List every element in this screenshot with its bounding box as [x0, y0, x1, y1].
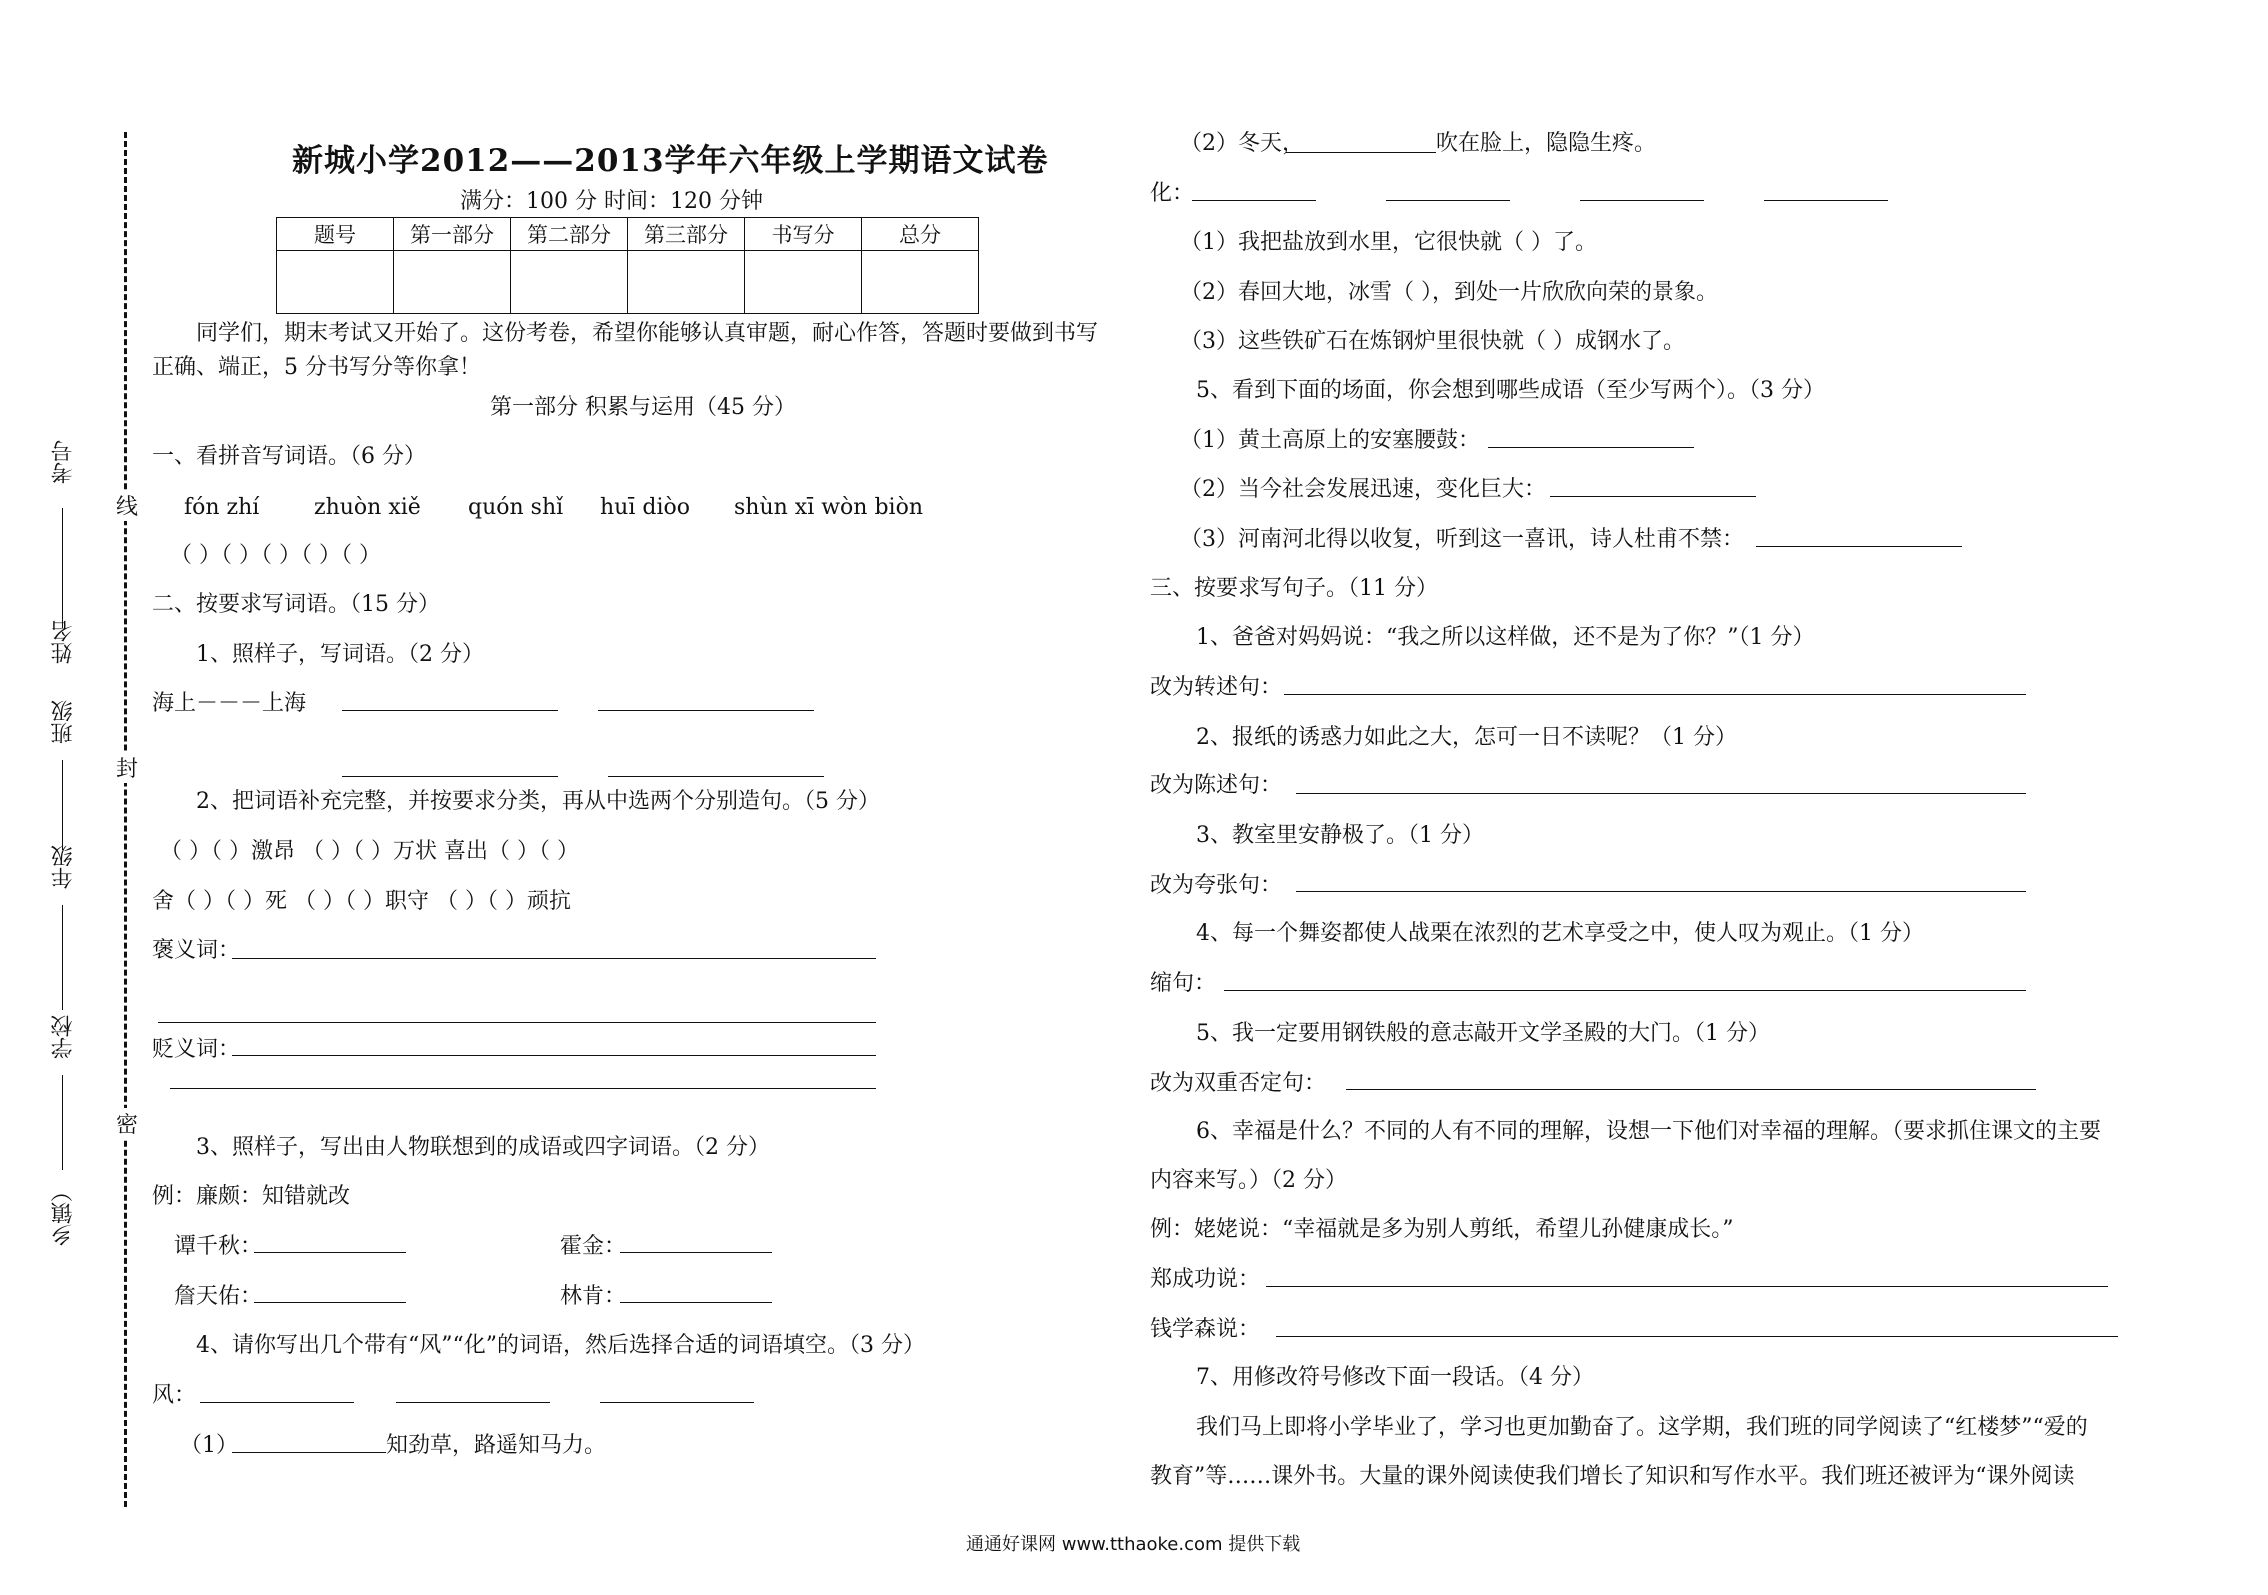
answer-line[interactable] [620, 1252, 772, 1253]
answer-line[interactable] [1488, 447, 1694, 448]
pinyin-answer-brackets[interactable]: （ ）（ ）（ ）（ ）（ ） [170, 543, 381, 568]
s1-heading: 1、爸爸对妈妈说：“我之所以这样做，还不是为了你？”（1 分） [1196, 625, 1815, 650]
answer-line[interactable] [1756, 546, 1962, 547]
derog-answer-line[interactable] [170, 1088, 876, 1089]
answer-line[interactable] [1224, 990, 2026, 991]
q5-heading: 5、看到下面的场面，你会想到哪些成语（至少写两个）。（3 分） [1196, 378, 1825, 403]
hua-label: 化： [1150, 181, 1195, 206]
grade-blank [62, 905, 63, 1010]
s5-heading: 5、我一定要用钢铁般的意志敲开文学圣殿的大门。（1 分） [1196, 1021, 1770, 1046]
q5-1: （1）黄土高原上的安塞腰鼓： [1180, 428, 1480, 453]
exam-number-label: 考号 [51, 440, 76, 484]
score-table [276, 217, 979, 314]
answer-line[interactable] [200, 1402, 354, 1403]
part1-title: 第一部分 积累与运用（45 分） [490, 395, 796, 420]
score-cell[interactable] [394, 251, 511, 314]
score-header: 第一部分 [394, 218, 511, 251]
exam-meta: 满分：100 分 时间：120 分钟 [460, 189, 763, 214]
intro-line-1: 同学们，期末考试又开始了。这份考卷，希望你能够认真审题，耐心作答，答题时要做到书写 [196, 321, 1099, 346]
fill-1-suffix: 知劲草，路遥知马力。 [386, 1433, 607, 1458]
derog-label: 贬义词： [152, 1037, 241, 1062]
praise-answer-line[interactable] [158, 1022, 876, 1023]
answer-line[interactable] [1550, 496, 1756, 497]
intro-line-2: 正确、端正，5 分书写分等你拿！ [152, 355, 481, 380]
score-header: 第三部分 [628, 218, 745, 251]
town-label: 乡镇） [51, 1180, 76, 1246]
s6-heading-line-2: 内容来写。）（2 分） [1150, 1168, 1347, 1193]
answer-line[interactable] [1286, 152, 1436, 153]
hua-3: （3）这些铁矿石在炼钢炉里很快就（ ）成钢水了。 [1180, 329, 1685, 354]
hua-1: （1）我把盐放到水里，它很快就（ ）了。 [1180, 230, 1597, 255]
s7-paragraph-line-2: 教育”等……课外书。大量的课外阅读使我们增长了知识和写作水平。我们班还被评为“课外阅读 [1150, 1464, 2075, 1489]
s7-heading: 7、用修改符号修改下面一段话。（4 分） [1196, 1365, 1594, 1390]
q3-heading: 三、按要求写句子。（11 分） [1150, 576, 1438, 601]
s1-label: 改为转述句： [1150, 675, 1283, 700]
answer-line[interactable] [608, 776, 824, 777]
score-cell[interactable] [745, 251, 862, 314]
s3-label: 改为夸张句： [1150, 873, 1283, 898]
q2-4-heading: 4、请你写出几个带有“风”“化”的词语，然后选择合适的词语填空。（3 分） [196, 1333, 925, 1358]
name-label: 姓名 [51, 620, 76, 664]
q2-1-heading: 1、照样子，写词语。（2 分） [196, 642, 484, 667]
person-zhan: 詹天佑： [174, 1284, 263, 1309]
answer-line[interactable] [254, 1302, 406, 1303]
score-cell[interactable] [862, 251, 979, 314]
answer-line[interactable] [342, 710, 558, 711]
fill-2-prefix: （2）冬天， [1180, 131, 1304, 156]
answer-line[interactable] [1580, 200, 1704, 201]
class-label: 班级 [51, 700, 76, 744]
q2-3-example: 例：廉颇：知错就改 [152, 1184, 351, 1209]
answer-line[interactable] [342, 776, 558, 777]
idiom-row-2[interactable]: 舍（ ）（ ）死 （ ）（ ）职守 （ ）（ ）顽抗 [152, 889, 571, 914]
person-lincoln: 林肯： [560, 1284, 627, 1309]
score-cell[interactable] [277, 251, 394, 314]
exam-number-blank [62, 508, 63, 628]
answer-line[interactable] [1266, 1286, 2108, 1287]
seal-char-secret: 密 [116, 1108, 138, 1139]
pinyin-3: quón shǐ [468, 495, 564, 520]
q2-heading: 二、按要求写词语。（15 分） [152, 592, 440, 617]
s6-qian-label: 钱学森说： [1150, 1317, 1261, 1342]
score-header: 总分 [862, 218, 979, 251]
pinyin-2: zhuòn xiě [314, 495, 421, 520]
answer-line[interactable] [620, 1302, 772, 1303]
praise-label: 褒义词： [152, 938, 241, 963]
seal-char-line: 线 [116, 490, 138, 521]
pinyin-1: fón zhí [184, 495, 260, 520]
answer-line[interactable] [1346, 1089, 2036, 1090]
answer-line[interactable] [232, 1452, 386, 1453]
s3-heading: 3、教室里安静极了。（1 分） [1196, 823, 1484, 848]
s6-heading-line-1: 6、幸福是什么？不同的人有不同的理解，设想一下他们对幸福的理解。（要求抓住课文的主要 [1196, 1119, 2102, 1144]
q5-3: （3）河南河北得以收复，听到这一喜讯，诗人杜甫不禁： [1180, 527, 1744, 552]
idiom-row-1[interactable]: （ ）（ ）激昂 （ ）（ ）万状 喜出（ ）（ ） [160, 839, 579, 864]
q2-1-example: 海上－－－上海 [152, 691, 307, 716]
q5-2: （2）当今社会发展迅速，变化巨大： [1180, 477, 1546, 502]
person-hawking: 霍金： [560, 1234, 627, 1259]
q2-2-heading: 2、把词语补充完整，并按要求分类，再从中选两个分别造句。（5 分） [196, 789, 880, 814]
score-header: 题号 [277, 218, 394, 251]
school-label: 学校 [51, 1015, 76, 1059]
score-cell[interactable] [628, 251, 745, 314]
praise-answer-line[interactable] [232, 958, 876, 959]
q1-heading: 一、看拼音写词语。（6 分） [152, 444, 426, 469]
s6-zheng-label: 郑成功说： [1150, 1267, 1261, 1292]
seal-char-seal: 封 [116, 752, 138, 783]
answer-line[interactable] [1764, 200, 1888, 201]
school-blank [62, 1075, 63, 1170]
answer-line[interactable] [254, 1252, 406, 1253]
pinyin-4: huī diòo [600, 495, 690, 520]
hua-2: （2）春回大地，冰雪（ ），到处一片欣欣向荣的景象。 [1180, 280, 1718, 305]
answer-line[interactable] [1296, 891, 2026, 892]
answer-line[interactable] [1386, 200, 1510, 201]
class-blank [62, 760, 63, 850]
s7-paragraph-line-1: 我们马上即将小学毕业了，学习也更加勤奋了。这学期，我们班的同学阅读了“红楼梦”“爱的 [1196, 1415, 2088, 1440]
answer-line[interactable] [1296, 793, 2026, 794]
fill-1-prefix: （1） [180, 1433, 238, 1458]
answer-line[interactable] [600, 1402, 754, 1403]
s5-label: 改为双重否定句： [1150, 1071, 1327, 1096]
answer-line[interactable] [1284, 694, 2026, 695]
s6-example: 例：姥姥说：“幸福就是多为别人剪纸，希望儿孙健康成长。” [1150, 1217, 1734, 1242]
q2-3-heading: 3、照样子，写出由人物联想到的成语或四字词语。（2 分） [196, 1135, 770, 1160]
score-cell[interactable] [511, 251, 628, 314]
score-header: 第二部分 [511, 218, 628, 251]
pinyin-5: shùn xī wòn biòn [734, 495, 923, 520]
feng-label: 风： [152, 1383, 197, 1408]
answer-line[interactable] [396, 1402, 550, 1403]
exam-title: 新城小学2012——2013学年六年级上学期语文试卷 [292, 143, 1049, 179]
binding-dashed-line [124, 132, 127, 1507]
grade-label: 年级 [51, 845, 76, 889]
footer-source: 通通好课网 www.tthaoke.com 提供下载 [966, 1534, 1301, 1555]
s2-heading: 2、报纸的诱惑力如此之大，怎可一日不读呢？（1 分） [1196, 725, 1737, 750]
s4-heading: 4、每一个舞姿都使人战栗在浓烈的艺术享受之中，使人叹为观止。（1 分） [1196, 921, 1924, 946]
s2-label: 改为陈述句： [1150, 773, 1283, 798]
derog-answer-line[interactable] [232, 1055, 876, 1056]
answer-line[interactable] [1192, 200, 1316, 201]
fill-2-suffix: 吹在脸上，隐隐生疼。 [1436, 131, 1657, 156]
person-tan: 谭千秋： [174, 1234, 263, 1259]
s4-label: 缩句： [1150, 971, 1217, 996]
score-header: 书写分 [745, 218, 862, 251]
answer-line[interactable] [1276, 1336, 2118, 1337]
answer-line[interactable] [598, 710, 814, 711]
